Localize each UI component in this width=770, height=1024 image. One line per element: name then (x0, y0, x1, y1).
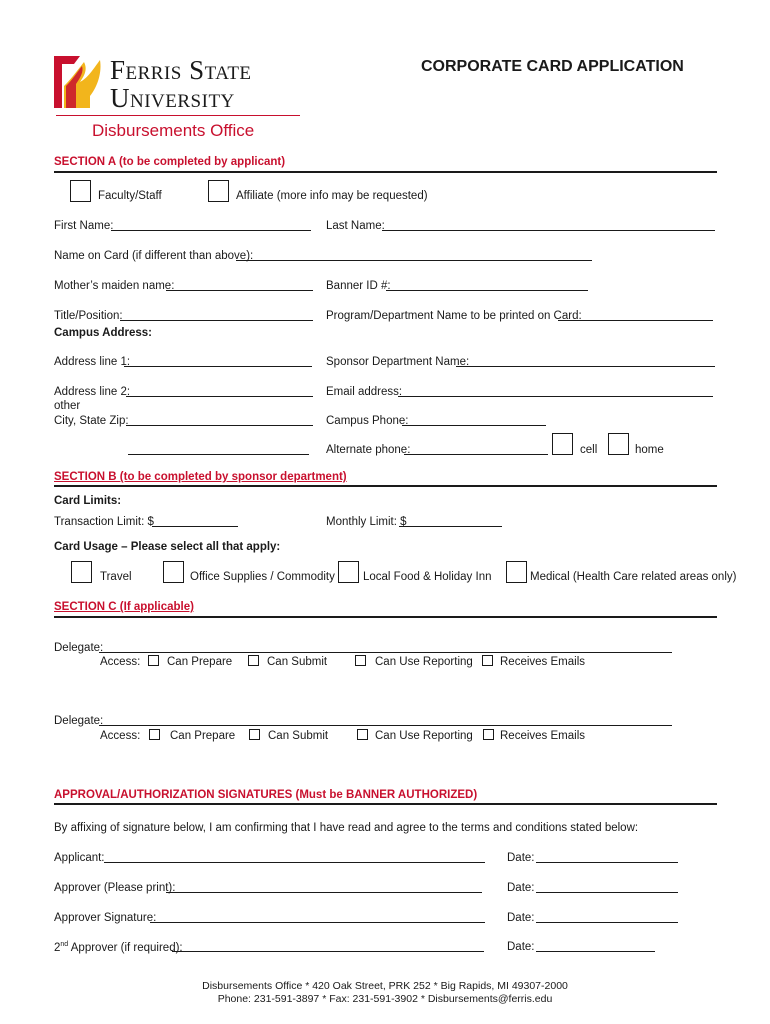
delegate-2-label: Delegate: (54, 715, 104, 727)
address2-label: Address line 2: (54, 386, 131, 398)
section-b-rule (54, 485, 717, 487)
section-a-heading: SECTION A (to be completed by applicant) (54, 156, 286, 168)
approver-signature-label: Approver Signature: (54, 912, 157, 924)
transaction-limit-field[interactable] (152, 517, 238, 527)
approval-rule (54, 803, 717, 805)
medical-label: Medical (Health Care related areas only) (530, 571, 737, 583)
d2-receives-emails-label: Receives Emails (500, 730, 585, 742)
card-limits-label: Card Limits: (54, 495, 122, 507)
d2-can-use-reporting-label: Can Use Reporting (375, 730, 473, 742)
access-2-label: Access: (100, 730, 141, 742)
second-approver-date-field[interactable] (536, 942, 655, 952)
applicant-signature-field[interactable] (104, 853, 485, 863)
applicant-date-field[interactable] (536, 853, 678, 863)
city-state-zip-label: City, State Zip: (54, 415, 129, 427)
cell-checkbox[interactable] (552, 433, 573, 455)
first-name-field[interactable] (111, 221, 311, 231)
campus-phone-label: Campus Phone: (326, 415, 409, 427)
d1-receives-emails-checkbox[interactable] (482, 655, 493, 666)
access-1-label: Access: (100, 656, 141, 668)
banner-id-field[interactable] (386, 281, 588, 291)
d1-can-submit-checkbox[interactable] (248, 655, 259, 666)
alternate-phone-label: Alternate phone: (326, 444, 411, 456)
approver-print-date-field[interactable] (536, 883, 678, 893)
section-a-rule (54, 171, 717, 173)
d1-can-prepare-checkbox[interactable] (148, 655, 159, 666)
d1-can-submit-label: Can Submit (267, 656, 328, 668)
delegate-1-label: Delegate: (54, 642, 104, 654)
page-title: CORPORATE CARD APPLICATION (421, 58, 684, 75)
office-supplies-label: Office Supplies / Commodity (190, 571, 335, 583)
section-b-heading: SECTION B (to be completed by sponsor department) (54, 471, 347, 483)
applicant-date-label: Date: (507, 852, 535, 864)
medical-checkbox[interactable] (506, 561, 527, 583)
city-state-zip-field[interactable] (126, 416, 313, 426)
banner-id-label: Banner ID #: (326, 280, 391, 292)
d1-receives-emails-label: Receives Emails (500, 656, 585, 668)
approver-print-date-label: Date: (507, 882, 535, 894)
approver-signature-date-label: Date: (507, 912, 535, 924)
address2-field[interactable] (126, 387, 313, 397)
faculty-staff-label: Faculty/Staff (98, 190, 162, 202)
d2-can-use-reporting-checkbox[interactable] (357, 729, 368, 740)
mothers-maiden-label: Mother’s maiden name: (54, 280, 175, 292)
d1-can-prepare-label: Can Prepare (167, 656, 233, 668)
program-dept-label: Program/Department Name to be printed on Card: (326, 310, 582, 322)
d1-can-use-reporting-label: Can Use Reporting (375, 656, 473, 668)
title-position-field[interactable] (120, 311, 313, 321)
delegate-1-field[interactable] (99, 643, 672, 653)
d2-receives-emails-checkbox[interactable] (483, 729, 494, 740)
approver-print-label: Approver (Please print): (54, 882, 176, 894)
name-on-card-label: Name on Card (if different than above): (54, 250, 254, 262)
office-supplies-checkbox[interactable] (163, 561, 184, 583)
approval-heading: APPROVAL/AUTHORIZATION SIGNATURES (Must be BANNER AUTHORIZED) (54, 789, 478, 801)
d2-can-prepare-checkbox[interactable] (149, 729, 160, 740)
sponsor-dept-field[interactable] (456, 357, 715, 367)
email-label: Email address: (326, 386, 403, 398)
logo-flame-icon (54, 56, 106, 108)
last-name-label: Last Name: (326, 220, 385, 232)
travel-label: Travel (100, 571, 132, 583)
sponsor-dept-label: Sponsor Department Name: (326, 356, 470, 368)
d1-can-use-reporting-checkbox[interactable] (355, 655, 366, 666)
last-name-field[interactable] (382, 221, 715, 231)
second-approver-label: 2nd Approver (if required): (54, 941, 183, 954)
delegate-2-field[interactable] (99, 716, 672, 726)
footer-contact: Phone: 231-591-3897 * Fax: 231-591-3902 * Disbursements@ferris.edu (217, 993, 553, 1005)
affiliate-checkbox[interactable] (208, 180, 229, 202)
d2-can-submit-label: Can Submit (268, 730, 329, 742)
local-food-checkbox[interactable] (338, 561, 359, 583)
other-label: other (54, 400, 81, 412)
card-usage-label: Card Usage – Please select all that apply: (54, 541, 281, 553)
approver-signature-date-field[interactable] (536, 913, 678, 923)
email-field[interactable] (398, 387, 713, 397)
name-on-card-field[interactable] (236, 251, 592, 261)
transaction-limit-label: Transaction Limit: $ (54, 516, 154, 528)
faculty-staff-checkbox[interactable] (70, 180, 91, 202)
monthly-limit-label: Monthly Limit: $ (326, 516, 407, 528)
alternate-phone-field[interactable] (404, 445, 548, 455)
address1-field[interactable] (124, 357, 312, 367)
first-name-label: First Name: (54, 220, 114, 232)
d2-can-submit-checkbox[interactable] (249, 729, 260, 740)
approver-print-field[interactable] (166, 883, 482, 893)
second-approver-field[interactable] (172, 942, 484, 952)
local-food-label: Local Food & Holiday Inn (363, 571, 492, 583)
address1-label: Address line 1: (54, 356, 131, 368)
d2-can-prepare-label: Can Prepare (170, 730, 236, 742)
home-label: home (635, 444, 664, 456)
approver-signature-field[interactable] (150, 913, 485, 923)
logo-line-2: University (110, 83, 235, 113)
office-name: Disbursements Office (92, 121, 255, 140)
monthly-limit-field[interactable] (399, 517, 502, 527)
second-approver-date-label: Date: (507, 941, 535, 953)
section-c-heading: SECTION C (If applicable) (54, 601, 194, 613)
logo-line-1: Ferris State (110, 55, 252, 85)
mothers-maiden-field[interactable] (166, 281, 313, 291)
title-position-label: Title/Position: (54, 310, 123, 322)
logo-divider (56, 115, 300, 116)
approval-statement: By affixing of signature below, I am confirming that I have read and agree to the terms and conditions stated below: (54, 822, 639, 834)
program-dept-field[interactable] (558, 311, 713, 321)
campus-phone-field[interactable] (402, 416, 546, 426)
applicant-label: Applicant: (54, 852, 105, 864)
cell-label: cell (580, 444, 598, 456)
campus-address-label: Campus Address: (54, 327, 152, 339)
affiliate-label: Affiliate (more info may be requested) (236, 190, 428, 202)
travel-checkbox[interactable] (71, 561, 92, 583)
address-extra-field[interactable] (128, 445, 309, 455)
footer-address: Disbursements Office * 420 Oak Street, PRK 252 * Big Rapids, MI 49307-2000 (202, 980, 568, 992)
home-checkbox[interactable] (608, 433, 629, 455)
section-c-rule (54, 616, 717, 618)
